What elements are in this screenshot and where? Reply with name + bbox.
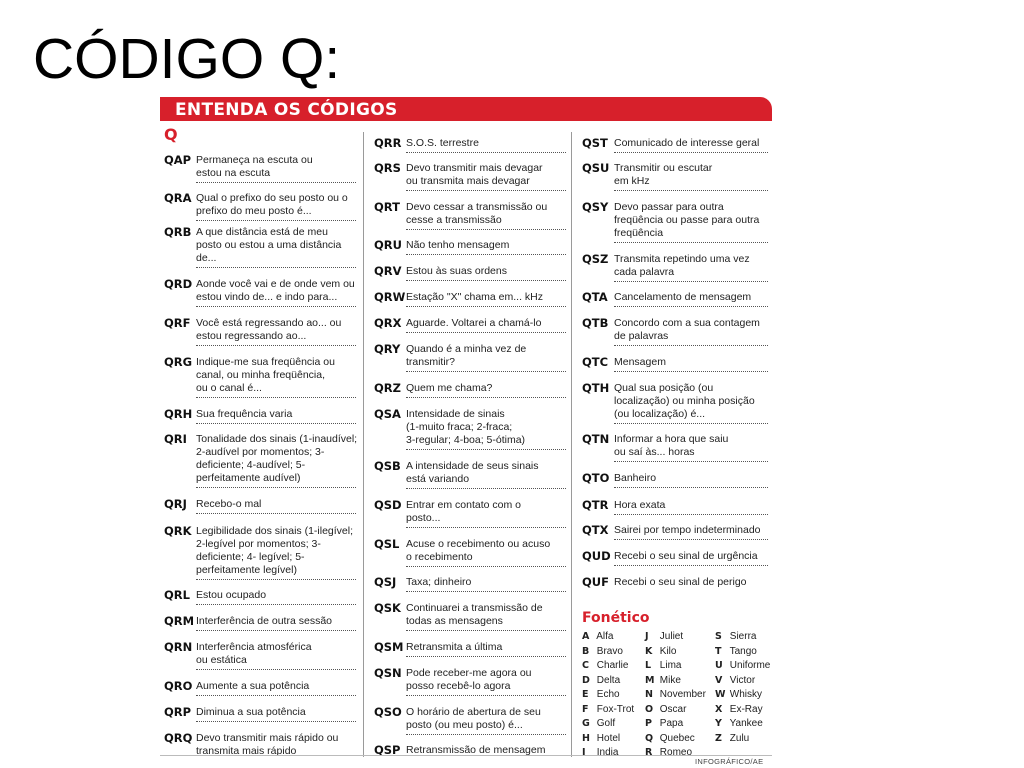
code-meaning: A que distância está de meu posto ou estou a uma distância de... xyxy=(196,226,342,264)
code-meaning: Quando é a minha vez de transmitir? xyxy=(406,343,527,368)
entry-separator xyxy=(614,242,768,243)
fonetico-item xyxy=(582,703,634,718)
code-meaning: Estou às suas ordens xyxy=(406,265,507,277)
code-label: QRZ xyxy=(374,381,401,395)
entry-separator xyxy=(406,332,566,333)
fonetico-letter: V xyxy=(715,674,723,686)
fonetico-word: Lima xyxy=(659,660,682,671)
fonetico-title: Fonético xyxy=(582,610,650,626)
code-meaning: Não tenho mensagem xyxy=(406,239,510,251)
code-label: QSN xyxy=(374,666,402,680)
fonetico-letter: Z xyxy=(715,732,722,744)
fonetico-letter: Q xyxy=(645,732,654,744)
fonetico-letter: B xyxy=(582,645,590,657)
code-meaning: Recebo-o mal xyxy=(196,498,262,510)
code-label: QRD xyxy=(164,277,193,291)
fonetico-letter: S xyxy=(715,631,722,642)
code-label: QTR xyxy=(582,498,609,512)
entry-separator xyxy=(406,734,566,735)
fonetico-item xyxy=(582,746,634,761)
entry-separator xyxy=(614,461,768,462)
fonetico-item xyxy=(645,659,706,674)
column-divider xyxy=(571,132,572,757)
column-divider xyxy=(363,132,364,757)
code-label: QST xyxy=(582,136,608,150)
fonetico-word: Juliet xyxy=(659,631,684,642)
code-meaning: Você está regressando ao... ou estou regressando ao... xyxy=(196,317,342,342)
banner-title: ENTENDA OS CÓDIGOS xyxy=(175,100,398,120)
code-label: QRI xyxy=(164,432,187,446)
fonetico-item xyxy=(582,659,634,674)
fonetico-word: Echo xyxy=(596,689,620,700)
fonetico-word: Zulu xyxy=(729,732,750,744)
code-label: QRB xyxy=(164,225,192,239)
code-meaning: Interferência de outra sessão xyxy=(196,615,332,627)
code-label: QRK xyxy=(164,524,192,538)
fonetico-column-3 xyxy=(715,630,770,746)
fonetico-column-2 xyxy=(645,630,706,761)
entry-separator xyxy=(196,721,356,722)
code-label: QRY xyxy=(374,342,401,356)
code-label: QAP xyxy=(164,153,192,167)
entry-separator xyxy=(614,514,768,515)
code-label: QSD xyxy=(374,498,402,512)
code-label: QSJ xyxy=(374,575,397,589)
code-label: QSA xyxy=(374,407,401,421)
fonetico-letter: G xyxy=(582,718,590,729)
fonetico-letter: C xyxy=(582,660,589,671)
entry-separator xyxy=(406,695,566,696)
fonetico-item xyxy=(715,717,770,732)
fonetico-item xyxy=(715,645,770,660)
fonetico-item xyxy=(582,732,634,747)
code-meaning: Devo transmitir mais rápido ou transmita mais rápido xyxy=(196,732,339,757)
fonetico-letter: U xyxy=(715,660,723,671)
code-label: QRW xyxy=(374,290,406,304)
code-label: QUD xyxy=(582,549,611,563)
fonetico-word: Ex-Ray xyxy=(729,703,763,715)
code-label: QTC xyxy=(582,355,609,369)
code-label: QSB xyxy=(374,459,401,473)
fonetico-word: Sierra xyxy=(729,631,757,642)
fonetico-letter: H xyxy=(582,732,590,744)
code-meaning: A intensidade de seus sinais está variando xyxy=(406,460,539,485)
fonetico-letter: I xyxy=(582,747,586,758)
entry-separator xyxy=(196,267,356,268)
fonetico-word: Papa xyxy=(659,718,684,729)
fonetico-word: Quebec xyxy=(659,732,695,744)
code-label: QRS xyxy=(374,161,401,175)
code-meaning: Quem me chama? xyxy=(406,382,493,394)
fonetico-letter: A xyxy=(582,631,590,642)
entry-separator xyxy=(406,656,566,657)
code-label: QRO xyxy=(164,679,193,693)
q-code-infographic xyxy=(160,97,772,768)
fonetico-item xyxy=(645,703,706,718)
code-label: QSK xyxy=(374,601,401,615)
fonetico-word: Whisky xyxy=(729,689,763,700)
code-meaning: Retransmissão de mensagem xyxy=(406,744,546,756)
code-meaning: Mensagem xyxy=(614,356,666,368)
fonetico-word: Oscar xyxy=(659,703,687,715)
fonetico-letter: J xyxy=(645,631,649,642)
fonetico-item xyxy=(715,630,770,645)
entry-separator xyxy=(406,280,566,281)
entry-separator xyxy=(406,449,566,450)
fonetico-item xyxy=(582,674,634,689)
credit: INFOGRÁFICO/AE xyxy=(695,757,764,766)
bottom-rule xyxy=(160,755,772,756)
code-meaning: Intensidade de sinais (1-muito fraca; 2-fraca; 3-regular; 4-boa; 5-ótima) xyxy=(406,408,526,446)
fonetico-item xyxy=(645,645,706,660)
code-label: QRF xyxy=(164,316,191,330)
fonetico-column-1 xyxy=(582,630,634,761)
entry-separator xyxy=(196,695,356,696)
code-meaning: Pode receber-me agora ou posso recebê-lo agora xyxy=(406,667,532,692)
fonetico-word: Alfa xyxy=(596,631,614,642)
code-meaning: Informar a hora que saiu ou saí às... horas xyxy=(614,433,729,458)
entry-separator xyxy=(614,539,768,540)
code-meaning: Tonalidade dos sinais (1-inaudível; 2-audível por momentos; 3- deficiente; 4-audível; 5- perfeitamente audível) xyxy=(196,433,358,484)
fonetico-word: Golf xyxy=(596,718,616,729)
entry-separator xyxy=(406,306,566,307)
code-label: QTH xyxy=(582,381,610,395)
fonetico-word: November xyxy=(659,689,706,700)
entry-separator xyxy=(196,487,356,488)
code-meaning: Transmita repetindo uma vez cada palavra xyxy=(614,253,750,278)
entry-separator xyxy=(196,579,356,580)
code-label: QRX xyxy=(374,316,402,330)
fonetico-letter: T xyxy=(715,645,722,657)
entry-separator xyxy=(614,190,768,191)
fonetico-word: Fox-Trot xyxy=(596,703,635,715)
fonetico-letter: P xyxy=(645,718,652,729)
code-meaning: Comunicado de interesse geral xyxy=(614,137,760,149)
entry-separator xyxy=(406,152,566,153)
code-meaning: Estação "X" chama em... kHz xyxy=(406,291,544,303)
fonetico-item xyxy=(715,732,770,747)
code-label: QTN xyxy=(582,432,610,446)
fonetico-item xyxy=(715,703,770,718)
code-label: QRQ xyxy=(164,731,193,745)
fonetico-letter: K xyxy=(645,645,653,657)
fonetico-word: Uniforme xyxy=(729,660,771,671)
entry-separator xyxy=(614,565,768,566)
fonetico-item xyxy=(715,674,770,689)
entry-separator xyxy=(614,152,768,153)
code-meaning: Qual o prefixo do seu posto ou o prefixo do meu posto é... xyxy=(196,192,348,217)
code-label: QSU xyxy=(582,161,610,175)
entry-separator xyxy=(406,488,566,489)
fonetico-item xyxy=(582,645,634,660)
code-label: QRU xyxy=(374,238,402,252)
code-meaning: Aonde você vai e de onde vem ou estou vindo de... e indo para... xyxy=(196,278,355,303)
fonetico-word: Bravo xyxy=(596,645,623,657)
code-meaning: Permaneça na escuta ou estou na escuta xyxy=(196,154,313,179)
code-meaning: Devo cessar a transmissão ou cesse a transmissão xyxy=(406,201,548,226)
entry-separator xyxy=(406,371,566,372)
entry-separator xyxy=(614,487,768,488)
code-label: QUF xyxy=(582,575,609,589)
slide-title: CÓDIGO Q: xyxy=(33,27,341,91)
fonetico-item xyxy=(645,732,706,747)
code-meaning: Sairei por tempo indeterminado xyxy=(614,524,761,536)
code-meaning: Cancelamento de mensagem xyxy=(614,291,752,303)
fonetico-word: Delta xyxy=(596,674,621,686)
fonetico-item xyxy=(715,659,770,674)
entry-separator xyxy=(614,281,768,282)
entry-separator xyxy=(406,254,566,255)
entry-separator xyxy=(406,591,566,592)
fonetico-letter: N xyxy=(645,689,653,700)
section-letter: Q xyxy=(164,125,178,144)
code-meaning: O horário de abertura de seu posto (ou meu posto) é... xyxy=(406,706,541,731)
fonetico-letter: R xyxy=(645,747,653,758)
fonetico-letter: E xyxy=(582,689,589,700)
entry-separator xyxy=(196,630,356,631)
fonetico-letter: F xyxy=(582,703,589,715)
entry-separator xyxy=(196,345,356,346)
code-label: QRP xyxy=(164,705,192,719)
code-label: QTA xyxy=(582,290,608,304)
fonetico-word: Hotel xyxy=(596,732,621,744)
code-label: QRR xyxy=(374,136,402,150)
entry-separator xyxy=(196,220,356,221)
fonetico-item xyxy=(582,630,634,645)
fonetico-item xyxy=(645,717,706,732)
code-label: QRH xyxy=(164,407,193,421)
code-meaning: Banheiro xyxy=(614,472,657,484)
code-label: QSY xyxy=(582,200,609,214)
entry-separator xyxy=(406,527,566,528)
code-label: QSM xyxy=(374,640,404,654)
fonetico-item xyxy=(645,688,706,703)
entry-separator xyxy=(196,423,356,424)
code-meaning: Qual sua posição (ou localização) ou minha posição (ou localização) é... xyxy=(614,382,755,420)
code-meaning: Concordo com a sua contagem de palavras xyxy=(614,317,760,342)
entry-separator xyxy=(196,669,356,670)
code-meaning: Taxa; dinheiro xyxy=(406,576,472,588)
entry-separator xyxy=(614,371,768,372)
code-meaning: Devo passar para outra freqüência ou passe para outra freqüência xyxy=(614,201,760,239)
code-label: QRT xyxy=(374,200,400,214)
entry-separator xyxy=(406,190,566,191)
fonetico-item xyxy=(582,688,634,703)
code-label: QSP xyxy=(374,743,401,757)
code-label: QSL xyxy=(374,537,400,551)
entry-separator xyxy=(406,566,566,567)
code-label: QRA xyxy=(164,191,192,205)
code-meaning: Recebi o seu sinal de urgência xyxy=(614,550,758,562)
code-label: QRL xyxy=(164,588,190,602)
code-meaning: Devo transmitir mais devagar ou transmita mais devagar xyxy=(406,162,543,187)
code-meaning: Sua frequência varia xyxy=(196,408,293,420)
fonetico-item xyxy=(582,717,634,732)
code-meaning: Entrar em contato com o posto... xyxy=(406,499,521,524)
code-meaning: Aumente a sua potência xyxy=(196,680,310,692)
fonetico-word: Charlie xyxy=(596,660,629,671)
code-label: QTB xyxy=(582,316,609,330)
fonetico-letter: O xyxy=(645,703,654,715)
code-meaning: Indique-me sua freqüência ou canal, ou minha freqüência, ou o canal é... xyxy=(196,356,335,394)
infographic-banner xyxy=(160,97,772,121)
entry-separator xyxy=(196,513,356,514)
code-label: QRM xyxy=(164,614,195,628)
code-label: QSZ xyxy=(582,252,609,266)
code-label: QRG xyxy=(164,355,193,369)
entry-separator xyxy=(614,306,768,307)
entry-separator xyxy=(196,182,356,183)
fonetico-word: India xyxy=(596,747,619,758)
entry-separator xyxy=(406,229,566,230)
entry-separator xyxy=(614,345,768,346)
entry-separator xyxy=(196,604,356,605)
code-label: QSO xyxy=(374,705,402,719)
code-label: QRV xyxy=(374,264,402,278)
entry-separator xyxy=(614,423,768,424)
fonetico-letter: Y xyxy=(715,718,722,729)
code-label: QTX xyxy=(582,523,609,537)
fonetico-word: Romeo xyxy=(659,747,693,758)
fonetico-letter: D xyxy=(582,674,590,686)
fonetico-letter: W xyxy=(715,689,726,700)
entry-separator xyxy=(406,397,566,398)
fonetico-letter: X xyxy=(715,703,723,715)
fonetico-word: Tango xyxy=(729,645,757,657)
fonetico-item xyxy=(645,630,706,645)
code-meaning: Retransmita a última xyxy=(406,641,503,653)
fonetico-item xyxy=(645,674,706,689)
code-meaning: Hora exata xyxy=(614,499,666,511)
code-label: QRN xyxy=(164,640,193,654)
fonetico-letter: M xyxy=(645,674,655,686)
code-meaning: S.O.S. terrestre xyxy=(406,137,479,149)
entry-separator xyxy=(196,306,356,307)
entry-separator xyxy=(406,630,566,631)
code-meaning: Estou ocupado xyxy=(196,589,267,601)
fonetico-word: Yankee xyxy=(729,718,763,729)
code-label: QTO xyxy=(582,471,610,485)
code-meaning: Interferência atmosférica ou estática xyxy=(196,641,312,666)
code-meaning: Legibilidade dos sinais (1-ilegível; 2-legível por momentos; 3- deficiente; 4- legível; 5- perfeitamente legível) xyxy=(196,525,354,576)
fonetico-word: Victor xyxy=(729,674,756,686)
code-meaning: Diminua a sua potência xyxy=(196,706,306,718)
code-meaning: Aguarde. Voltarei a chamá-lo xyxy=(406,317,542,329)
fonetico-word: Kilo xyxy=(659,645,677,657)
code-meaning: Recebi o seu sinal de perigo xyxy=(614,576,747,588)
fonetico-item xyxy=(715,688,770,703)
code-label: QRJ xyxy=(164,497,187,511)
code-meaning: Transmitir ou escutar em kHz xyxy=(614,162,713,187)
code-meaning: Continuarei a transmissão de todas as mensagens xyxy=(406,602,543,627)
fonetico-letter: L xyxy=(645,660,652,671)
code-meaning: Acuse o recebimento ou acuso o recebimento xyxy=(406,538,551,563)
entry-separator xyxy=(196,397,356,398)
fonetico-word: Mike xyxy=(659,674,681,686)
